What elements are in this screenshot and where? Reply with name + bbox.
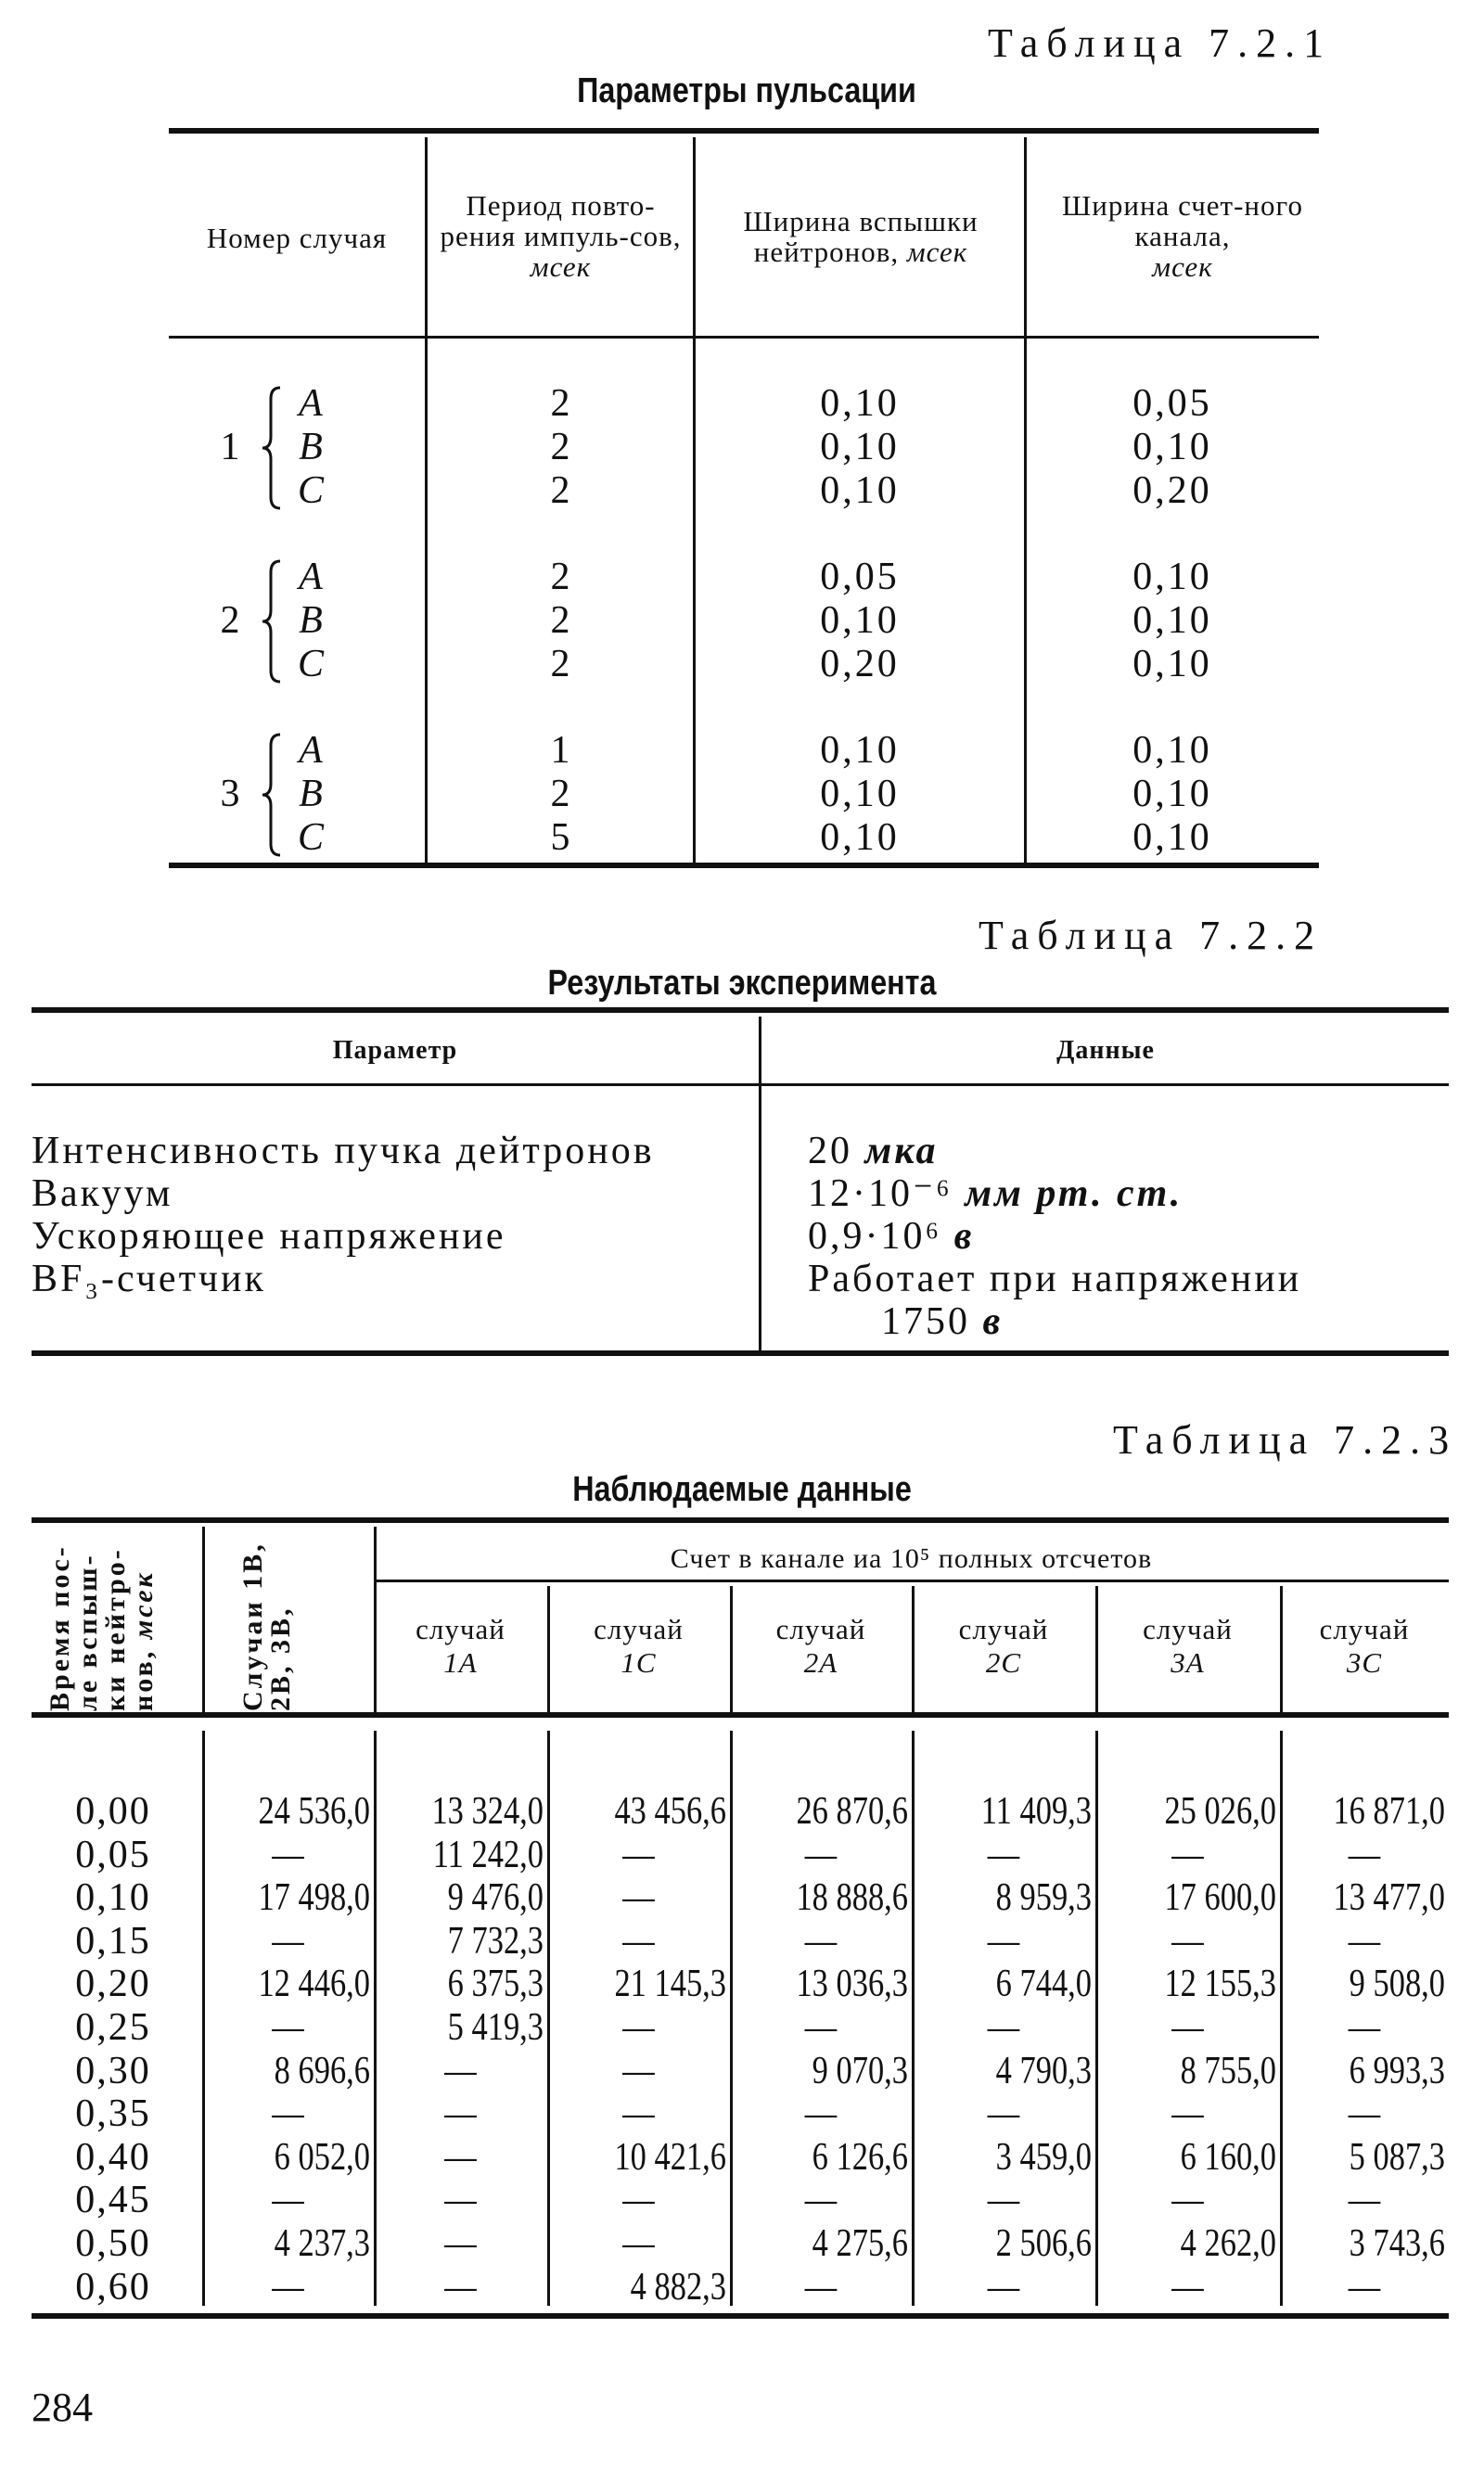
count-value: 5 087,3	[1349, 2135, 1445, 2179]
empty-cell: —	[622, 2006, 655, 2049]
table-bottom-rule	[32, 2313, 1449, 2319]
empty-cell: —	[804, 2265, 838, 2309]
period-value: 5	[550, 816, 570, 859]
empty-cell: —	[804, 2092, 838, 2136]
column-divider	[1024, 137, 1027, 865]
count-value: 9 070,3	[812, 2049, 908, 2092]
case-letter: B	[299, 599, 323, 642]
parameter-name: Вакуум	[32, 1172, 173, 1215]
channel-value: 0,20	[1132, 469, 1212, 512]
header-time	[46, 1530, 158, 1711]
time-value: 0,35	[75, 2092, 151, 2136]
case-letter: C	[297, 469, 324, 512]
count-value: 6 052,0	[274, 2135, 370, 2179]
header-channel-unit: мсек	[1152, 250, 1213, 283]
page-number: 284	[32, 2385, 93, 2430]
empty-cell: —	[444, 2222, 477, 2265]
channel-value: 0,10	[1132, 643, 1212, 685]
table-caption: Таблица 7.2.2	[979, 913, 1324, 958]
header-channel	[1057, 190, 1308, 282]
count-value: 6 744,0	[995, 1963, 1092, 2006]
empty-cell: —	[1171, 2265, 1204, 2309]
case-number: 3	[220, 773, 240, 815]
case-letter: C	[297, 643, 324, 685]
table-title: Параметры пульсации	[577, 71, 916, 110]
count-value: 6 126,6	[812, 2135, 908, 2179]
parameter-name: Ускоряющее напряжение	[32, 1215, 506, 1258]
column-divider	[425, 137, 428, 865]
count-value: 4 237,3	[274, 2222, 370, 2265]
period-value: 2	[550, 599, 570, 642]
empty-cell: —	[622, 1919, 655, 1963]
header-cases-b: Случаи 1B, 2B, 3B,	[237, 1542, 296, 1711]
channel-value: 0,10	[1132, 556, 1212, 598]
value-unit: мм рт. ст.	[965, 1172, 1183, 1215]
empty-cell: —	[272, 2265, 304, 2309]
value-text: 12·10⁻⁶	[808, 1172, 953, 1215]
case-word: случай	[1319, 1613, 1410, 1645]
empty-cell: —	[987, 2265, 1020, 2309]
empty-cell: —	[622, 1833, 655, 1876]
header-period	[429, 190, 693, 282]
empty-cell: —	[622, 1876, 655, 1920]
count-value: 11 409,3	[980, 1790, 1092, 1833]
table-caption: Таблица 7.2.3	[1113, 1417, 1458, 1463]
value-unit: в	[982, 1300, 1004, 1343]
count-value: 11 242,0	[432, 1833, 544, 1876]
flash-value: 0,10	[820, 773, 900, 815]
case-letter: A	[299, 382, 323, 425]
case-word: случай	[1143, 1613, 1233, 1645]
empty-cell: —	[987, 2179, 1020, 2222]
flash-value: 0,10	[820, 382, 900, 425]
header-period-unit: мсек	[530, 250, 592, 283]
time-value: 0,60	[75, 2265, 151, 2309]
parameter-name: Интенсивность пучка дейтронов	[32, 1130, 655, 1172]
table-title: Наблюдаемые данные	[572, 1470, 912, 1509]
column-divider	[759, 1017, 761, 1350]
empty-cell: —	[804, 1833, 838, 1876]
empty-cell: —	[804, 1919, 838, 1963]
empty-cell: —	[272, 2179, 304, 2222]
count-value: 6 375,3	[447, 1963, 544, 2006]
column-divider	[912, 1731, 915, 2306]
header-channel-label: Ширина счет-ного канала,	[1062, 189, 1303, 252]
value-text: 1750	[881, 1300, 970, 1343]
time-value: 0,50	[75, 2222, 151, 2265]
table-caption: Таблица 7.2.1	[988, 20, 1333, 66]
channel-value: 0,10	[1132, 599, 1212, 642]
header-time-unit: мсек	[128, 1570, 159, 1640]
column-divider	[1280, 1731, 1283, 2306]
column-divider	[693, 137, 696, 865]
time-value: 0,40	[75, 2135, 151, 2179]
count-value: 12 446,0	[258, 1963, 370, 2006]
empty-cell: —	[1348, 2179, 1381, 2222]
flash-value: 0,20	[820, 643, 900, 685]
flash-value: 0,10	[820, 599, 900, 642]
channel-value: 0,05	[1132, 382, 1212, 425]
parameter-value	[808, 1258, 1301, 1300]
count-value: 4 275,6	[812, 2222, 908, 2265]
time-value: 0,15	[75, 1919, 151, 1963]
count-value: 17 600,0	[1164, 1876, 1276, 1920]
header-period-label: Период повто-рения импуль-сов,	[440, 189, 682, 252]
case-column-label: 3A	[1171, 1646, 1205, 1679]
brace-icon	[260, 559, 284, 684]
case-column-label: 2C	[985, 1646, 1022, 1679]
empty-cell: —	[1348, 2006, 1381, 2049]
count-value: 6 993,3	[1349, 2049, 1445, 2092]
count-value: 8 959,3	[995, 1876, 1092, 1920]
count-value: 16 871,0	[1333, 1790, 1445, 1833]
time-value: 0,30	[75, 2049, 151, 2092]
empty-cell: —	[1348, 2265, 1381, 2309]
parameter-name: BF₃-счетчик	[32, 1258, 266, 1300]
count-value: 5 419,3	[447, 2006, 544, 2049]
brace-icon	[260, 386, 284, 510]
count-value: 8 696,6	[274, 2049, 370, 2092]
channel-value: 0,10	[1132, 773, 1212, 815]
count-value: 12 155,3	[1164, 1963, 1276, 2006]
channel-value: 0,10	[1132, 426, 1212, 468]
period-value: 2	[550, 469, 570, 512]
count-value: 13 036,3	[796, 1963, 908, 2006]
table-bottom-rule	[169, 863, 1319, 868]
count-value: 3 743,6	[1349, 2222, 1445, 2265]
header-rule	[32, 1712, 1449, 1718]
empty-cell: —	[622, 2222, 655, 2265]
empty-cell: —	[622, 2049, 655, 2092]
count-value: 4 262,0	[1180, 2222, 1276, 2265]
column-divider	[730, 1586, 733, 1712]
column-divider	[912, 1586, 915, 1712]
value-text: 20	[808, 1130, 852, 1172]
count-value: 43 456,6	[614, 1790, 726, 1833]
table-top-rule	[32, 1007, 1449, 1013]
parameter-value	[881, 1300, 1003, 1343]
case-column-label: 1A	[443, 1646, 478, 1679]
header-count-group: Счет в канале иа 10⁵ полных отсчетов	[670, 1543, 1153, 1574]
time-value: 0,45	[75, 2179, 151, 2222]
empty-cell: —	[444, 2049, 477, 2092]
case-letter: B	[299, 773, 323, 815]
case-letter: A	[299, 729, 323, 772]
count-value: 8 755,0	[1180, 2049, 1276, 2092]
count-value: 9 476,0	[447, 1876, 544, 1920]
count-value: 17 498,0	[258, 1876, 370, 1920]
case-letter: B	[299, 426, 323, 468]
header-rule	[32, 1083, 1449, 1086]
column-divider	[547, 1731, 550, 2306]
flash-value: 0,10	[820, 469, 900, 512]
count-value: 13 477,0	[1333, 1876, 1445, 1920]
parameter-value	[808, 1215, 974, 1258]
column-divider	[1280, 1586, 1283, 1712]
empty-cell: —	[272, 1919, 304, 1963]
flash-value: 0,05	[820, 556, 900, 598]
column-divider	[374, 1527, 377, 1712]
period-value: 2	[550, 556, 570, 598]
value-unit: в	[953, 1215, 975, 1258]
time-value: 0,25	[75, 2006, 151, 2049]
case-column-label: 1C	[620, 1646, 657, 1679]
value-unit: мка	[864, 1130, 939, 1172]
header-data: Данные	[1056, 1036, 1155, 1065]
empty-cell: —	[804, 2179, 838, 2222]
time-value: 0,10	[75, 1876, 151, 1920]
case-word: случай	[594, 1613, 684, 1645]
table-title: Результаты эксперимента	[547, 964, 937, 1003]
case-word: случай	[958, 1613, 1049, 1645]
time-value: 0,20	[75, 1963, 151, 2006]
subheader-rule	[374, 1580, 1449, 1582]
case-word: случай	[775, 1613, 866, 1645]
empty-cell: —	[1348, 1833, 1381, 1876]
table-bottom-rule	[32, 1350, 1449, 1356]
empty-cell: —	[1171, 2006, 1204, 2049]
count-value: 9 508,0	[1349, 1963, 1445, 2006]
count-value: 3 459,0	[995, 2135, 1092, 2179]
header-flash-unit: мсек	[906, 236, 968, 268]
count-value: 7 732,3	[447, 1919, 544, 1963]
empty-cell: —	[1171, 1919, 1204, 1963]
empty-cell: —	[987, 1919, 1020, 1963]
period-value: 1	[550, 729, 570, 772]
count-value: 26 870,6	[796, 1790, 908, 1833]
header-rule	[169, 336, 1319, 339]
period-value: 2	[550, 382, 570, 425]
column-divider	[1095, 1731, 1098, 2306]
column-divider	[202, 1731, 205, 2306]
channel-value: 0,10	[1132, 729, 1212, 772]
flash-value: 0,10	[820, 426, 900, 468]
column-divider	[1095, 1586, 1098, 1712]
empty-cell: —	[272, 2006, 304, 2049]
flash-value: 0,10	[820, 816, 900, 859]
count-value: 18 888,6	[796, 1876, 908, 1920]
count-value: 10 421,6	[614, 2135, 726, 2179]
period-value: 2	[550, 773, 570, 815]
empty-cell: —	[987, 2092, 1020, 2136]
header-flash	[697, 206, 1024, 267]
header-time-label: Время пос-ле вспыш-ки нейтро-нов,	[45, 1544, 159, 1711]
empty-cell: —	[1171, 2092, 1204, 2136]
count-value: 24 536,0	[258, 1790, 370, 1833]
empty-cell: —	[622, 2179, 655, 2222]
value-text: 0,9·10⁶	[808, 1215, 942, 1258]
empty-cell: —	[444, 2135, 477, 2179]
header-flash-label: Ширина вспышки нейтронов,	[743, 205, 979, 268]
empty-cell: —	[1171, 1833, 1204, 1876]
parameter-value	[808, 1172, 1183, 1215]
table-top-rule	[169, 128, 1319, 134]
header-case: Номер случая	[206, 222, 388, 254]
count-value: 2 506,6	[995, 2222, 1092, 2265]
case-letter: A	[299, 556, 323, 598]
case-column-label: 3C	[1346, 1646, 1383, 1679]
case-word: случай	[416, 1613, 505, 1645]
count-value: 25 026,0	[1164, 1790, 1276, 1833]
empty-cell: —	[1348, 1919, 1381, 1963]
time-value: 0,05	[75, 1833, 151, 1876]
empty-cell: —	[1171, 2179, 1204, 2222]
empty-cell: —	[1348, 2092, 1381, 2136]
header-parameter: Параметр	[332, 1036, 458, 1065]
empty-cell: —	[444, 2092, 477, 2136]
case-column-label: 2A	[803, 1646, 838, 1679]
column-divider	[374, 1731, 377, 2306]
case-letter: C	[297, 816, 324, 859]
empty-cell: —	[444, 2179, 477, 2222]
count-value: 4 790,3	[995, 2049, 1092, 2092]
column-divider	[730, 1731, 733, 2306]
count-value: 6 160,0	[1180, 2135, 1276, 2179]
period-value: 2	[550, 643, 570, 685]
column-divider	[202, 1527, 205, 1712]
brace-icon	[260, 733, 284, 857]
time-value: 0,00	[75, 1790, 151, 1833]
empty-cell: —	[987, 1833, 1020, 1876]
count-value: 13 324,0	[431, 1790, 544, 1833]
period-value: 2	[550, 426, 570, 468]
empty-cell: —	[622, 2092, 655, 2136]
empty-cell: —	[804, 2006, 838, 2049]
case-number: 1	[220, 426, 240, 468]
empty-cell: —	[444, 2265, 477, 2309]
parameter-value	[808, 1130, 939, 1172]
channel-value: 0,10	[1132, 816, 1212, 859]
empty-cell: —	[272, 1833, 304, 1876]
value-text: Работает при напряжении	[808, 1258, 1302, 1300]
case-number: 2	[220, 599, 240, 642]
empty-cell: —	[987, 2006, 1020, 2049]
count-value: 4 882,3	[630, 2265, 726, 2309]
table-top-rule	[32, 1517, 1449, 1523]
flash-value: 0,10	[820, 729, 900, 772]
empty-cell: —	[272, 2092, 304, 2136]
column-divider	[547, 1586, 550, 1712]
count-value: 21 145,3	[614, 1963, 726, 2006]
